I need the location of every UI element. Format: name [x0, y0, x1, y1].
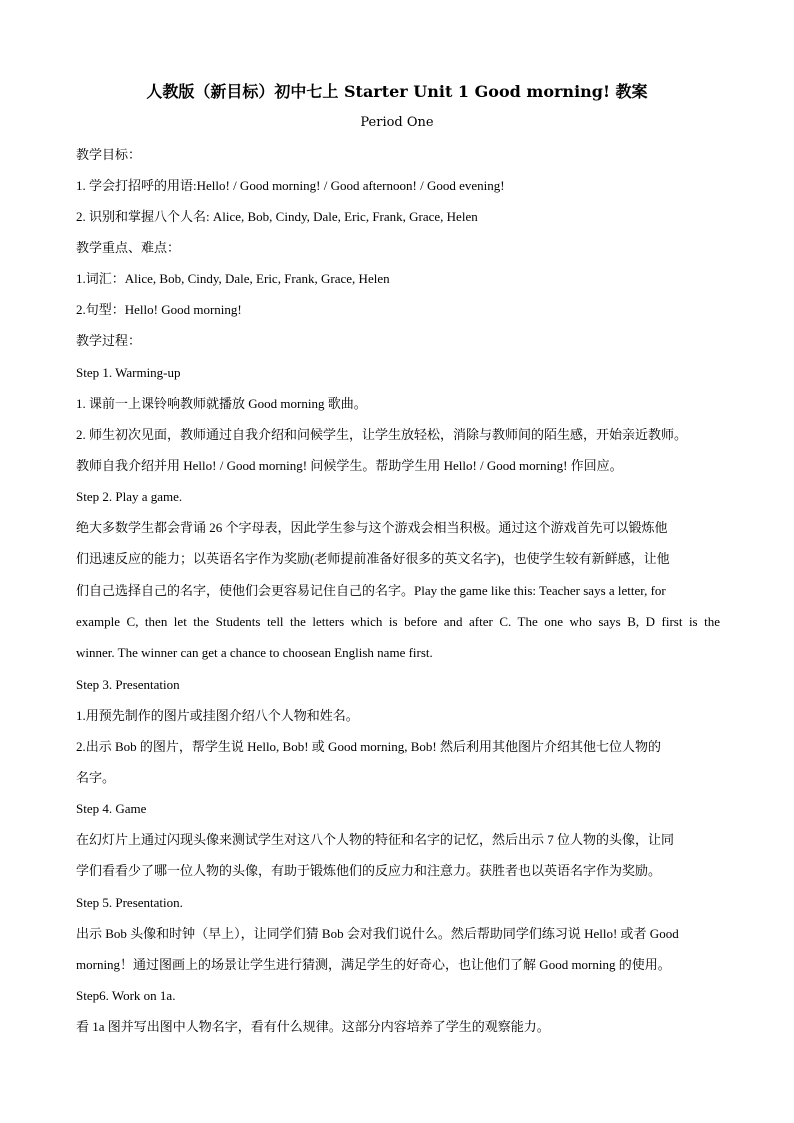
paragraph-line: 1. 课前一上课铃响教师就播放 Good morning 歌曲。 — [76, 396, 367, 411]
step-heading-3: Step 3. Presentation — [76, 677, 180, 692]
paragraph-line: 们迅速反应的能力；以英语名字作为奖励(老师提前准备好很多的英文名字)，也使学生较有新鲜感，让他 — [76, 551, 670, 566]
document-title: 人教版（新目标）初中七上 Starter Unit 1 Good morning! 教案 — [146, 82, 648, 101]
objective-item-2: 2. 识别和掌握八个人名: Alice, Bob, Cindy, Dale, Eric, Frank, Grace, Helen — [76, 209, 478, 224]
paragraph-line: 在幻灯片上通过闪现头像来测试学生对这八个人物的特征和名字的记忆，然后出示 7 位人物的头像，让同 — [76, 832, 675, 847]
paragraph-line: 2. 师生初次见面，教师通过自我介绍和问候学生，让学生放轻松，消除与教师间的陌生感，开始亲近教师。 — [76, 427, 688, 442]
step-heading-6: Step6. Work on 1a. — [76, 988, 176, 1003]
step-heading-2: Step 2. Play a game. — [76, 489, 183, 504]
paragraph-line: 1.用预先制作的图片或挂图介绍八个人物和姓名。 — [76, 708, 359, 723]
paragraph-line: example C, then let the Students tell the letters which is before and after C. The one who says B, D first is the — [76, 614, 720, 629]
paragraph-line: 看 1a 图并写出图中人物名字，看有什么规律。这部分内容培养了学生的观察能力。 — [76, 1019, 550, 1034]
step-heading-1: Step 1. Warming-up — [76, 365, 181, 380]
paragraph-line: 教师自我介绍并用 Hello! / Good morning! 问候学生。帮助学生用 Hello! / Good morning! 作回应。 — [76, 458, 623, 473]
paragraph-line: 们自己选择自己的名字，使他们会更容易记住自己的名字。Play the game like this: Teacher says a letter, for — [76, 583, 666, 598]
paragraph-line: morning！通过图画上的场景让学生进行猜测，满足学生的好奇心，也让他们了解 Good morning 的使用。 — [76, 957, 671, 972]
document-subtitle: Period One — [360, 115, 434, 130]
section-heading-process: 教学过程： — [76, 333, 142, 348]
key-point-vocabulary: 1.词汇：Alice, Bob, Cindy, Dale, Eric, Frank, Grace, Helen — [76, 271, 390, 286]
step-heading-4: Step 4. Game — [76, 801, 147, 816]
objective-item-1: 1. 学会打招呼的用语:Hello! / Good morning! / Good afternoon! / Good evening! — [76, 178, 505, 193]
paragraph-line: 绝大多数学生都会背诵 26 个字母表，因此学生参与这个游戏会相当积极。通过这个游戏首先可以锻炼他 — [76, 520, 668, 535]
paragraph-line: 出示 Bob 头像和时钟（早上），让同学们猜 Bob 会对我们说什么。然后帮助同学们练习说 Hello! 或者 Good — [76, 926, 679, 941]
section-heading-key-points: 教学重点、难点： — [76, 240, 181, 255]
paragraph-line: 学们看看少了哪一位人物的头像，有助于锻炼他们的反应力和注意力。获胜者也以英语名字作为奖励。 — [76, 863, 662, 878]
step-heading-5: Step 5. Presentation. — [76, 895, 183, 910]
key-point-sentences: 2.句型：Hello! Good morning! — [76, 302, 242, 317]
paragraph-line: 名字。 — [76, 770, 116, 785]
paragraph-line: 2.出示 Bob 的图片，帮学生说 Hello, Bob! 或 Good morning, Bob! 然后利用其他图片介绍其他七位人物的 — [76, 739, 661, 754]
paragraph-line: winner. The winner can get a chance to choosean English name first. — [76, 645, 433, 660]
section-heading-objectives: 教学目标： — [76, 147, 142, 162]
